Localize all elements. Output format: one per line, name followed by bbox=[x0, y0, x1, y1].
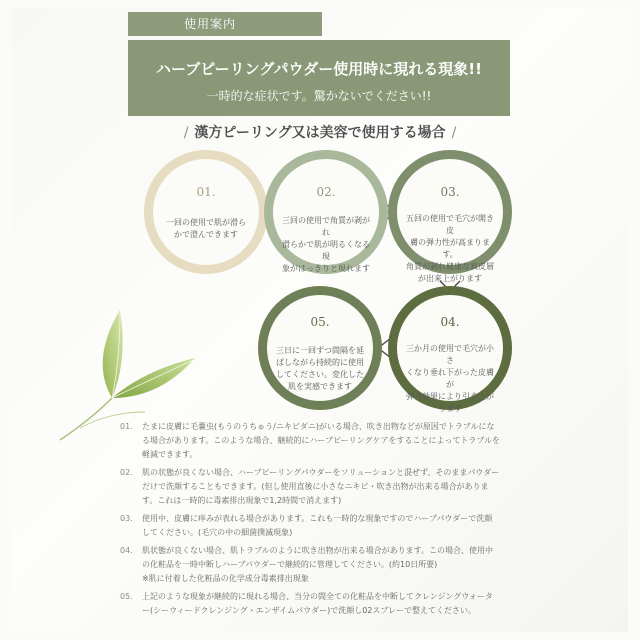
step-line: くなり垂れ下がった皮膚が bbox=[406, 368, 494, 389]
step-description bbox=[281, 215, 371, 275]
step-line: かで澄んできます bbox=[174, 230, 238, 239]
step-line: 弾力効果により引き上が bbox=[406, 392, 494, 401]
step-description bbox=[405, 213, 495, 285]
note-text: ※肌に付着した化粧品の化学成分毒素排出現象 bbox=[142, 574, 309, 583]
step-line: が出来上がります bbox=[418, 274, 482, 283]
step-circle-1 bbox=[144, 150, 268, 274]
step-line: 五回の使用で毛穴が開き皮 bbox=[406, 214, 494, 235]
step-number: 02. bbox=[316, 185, 336, 199]
step-number: 03. bbox=[440, 185, 460, 199]
step-line: ばしながら持続的に使用 bbox=[276, 358, 364, 367]
note-number: 03. bbox=[120, 514, 133, 523]
note-text: 上記のような現象が継続的に現れる場合、当分の間全ての化粧品を中断してクレンジングウォーター(シーウィードクレンジング・エンザイムパウダー)で洗顔し02スプレーで整えてください。 bbox=[142, 592, 493, 615]
step-line: 三回の使用で角質が剥がれ bbox=[282, 216, 370, 237]
usage-guide-tab: 使用案内 bbox=[128, 12, 322, 36]
note-text: 肌状態が良くない場合、肌トラブルのように吹き出物が出来る場合があります。この場合、使用中の化粧品を一時中断しハーブパウダーで継続的に管理してください。(約10日所要) bbox=[142, 546, 494, 569]
note-number: 02. bbox=[120, 468, 133, 477]
section-title-slash-right: / bbox=[451, 125, 457, 141]
step-line: 角質が剥れ健康な真皮層 bbox=[406, 262, 494, 271]
step-number: 04. bbox=[440, 315, 460, 329]
note-number: 01. bbox=[120, 422, 133, 431]
step-line: 三日に一回ずつ間隔を延 bbox=[276, 346, 364, 355]
note-text: たまに皮膚に毛嚢虫(もうのうちゅう/ニキビダニ)がいる場合、吹き出物などが原因でトラブルになる場合があります。このような場合、継続的にハーブピーリングケアをすることによってトラブルを軽減できます。 bbox=[142, 422, 500, 459]
step-line: 象がはっきりと現れます bbox=[282, 264, 370, 273]
usage-notes bbox=[120, 420, 500, 622]
step-line: ります bbox=[438, 404, 462, 413]
step-circle-4 bbox=[388, 286, 512, 413]
banner-title: ハーブピーリングパウダー使用時に現れる現象!! bbox=[156, 60, 482, 78]
section-title-text: 漢方ピーリング又は美容で使用する場合 bbox=[194, 125, 446, 141]
header-banner bbox=[128, 40, 510, 116]
step-circle-5 bbox=[258, 286, 382, 410]
note-item bbox=[120, 590, 500, 618]
note-text: 使用中、皮膚に痒みが表れる場合があります。これも一時的な現象ですのでハーブパウダーで洗顔してください。(毛穴の中の細菌撲滅現象) bbox=[142, 514, 493, 537]
step-description bbox=[161, 217, 251, 241]
note-item bbox=[120, 544, 500, 572]
section-title-slash-left: / bbox=[183, 125, 189, 141]
note-item bbox=[120, 466, 500, 508]
note-item bbox=[120, 420, 500, 462]
note-number: 05. bbox=[120, 592, 133, 601]
note-item bbox=[120, 512, 500, 540]
banner-subtitle: 一時的な症状です。驚かないでください!! bbox=[206, 89, 432, 103]
step-description bbox=[405, 343, 495, 415]
step-line: 膚の弾力性が高まります。 bbox=[410, 238, 490, 259]
step-number: 05. bbox=[310, 315, 330, 329]
step-line: 滑らかで肌が明るくなる現 bbox=[282, 240, 370, 261]
note-text: 肌の状態が良くない場合、ハーブピーリングパウダーをソリューションと混ぜず、そのままパウダーだけで洗顔することもできます。(但し使用直後に小さなニキビ・吹き出物が出来る場合があります。これは一時的に毒素排出現象で1,2時間で消えます) bbox=[142, 468, 500, 505]
step-number: 01. bbox=[196, 185, 216, 199]
step-circle-2 bbox=[264, 150, 388, 274]
step-line: してください。変化した bbox=[276, 370, 364, 379]
step-line: 三か月の使用で毛穴が小さ bbox=[406, 344, 494, 365]
step-circle-3 bbox=[388, 150, 512, 283]
step-description bbox=[275, 345, 365, 393]
step-line: 一回の使用で肌が滑ら bbox=[166, 218, 246, 227]
section-title bbox=[150, 122, 490, 142]
note-item bbox=[120, 572, 500, 586]
note-number: 04. bbox=[120, 546, 133, 555]
step-line: 肌を実感できます bbox=[288, 382, 352, 391]
